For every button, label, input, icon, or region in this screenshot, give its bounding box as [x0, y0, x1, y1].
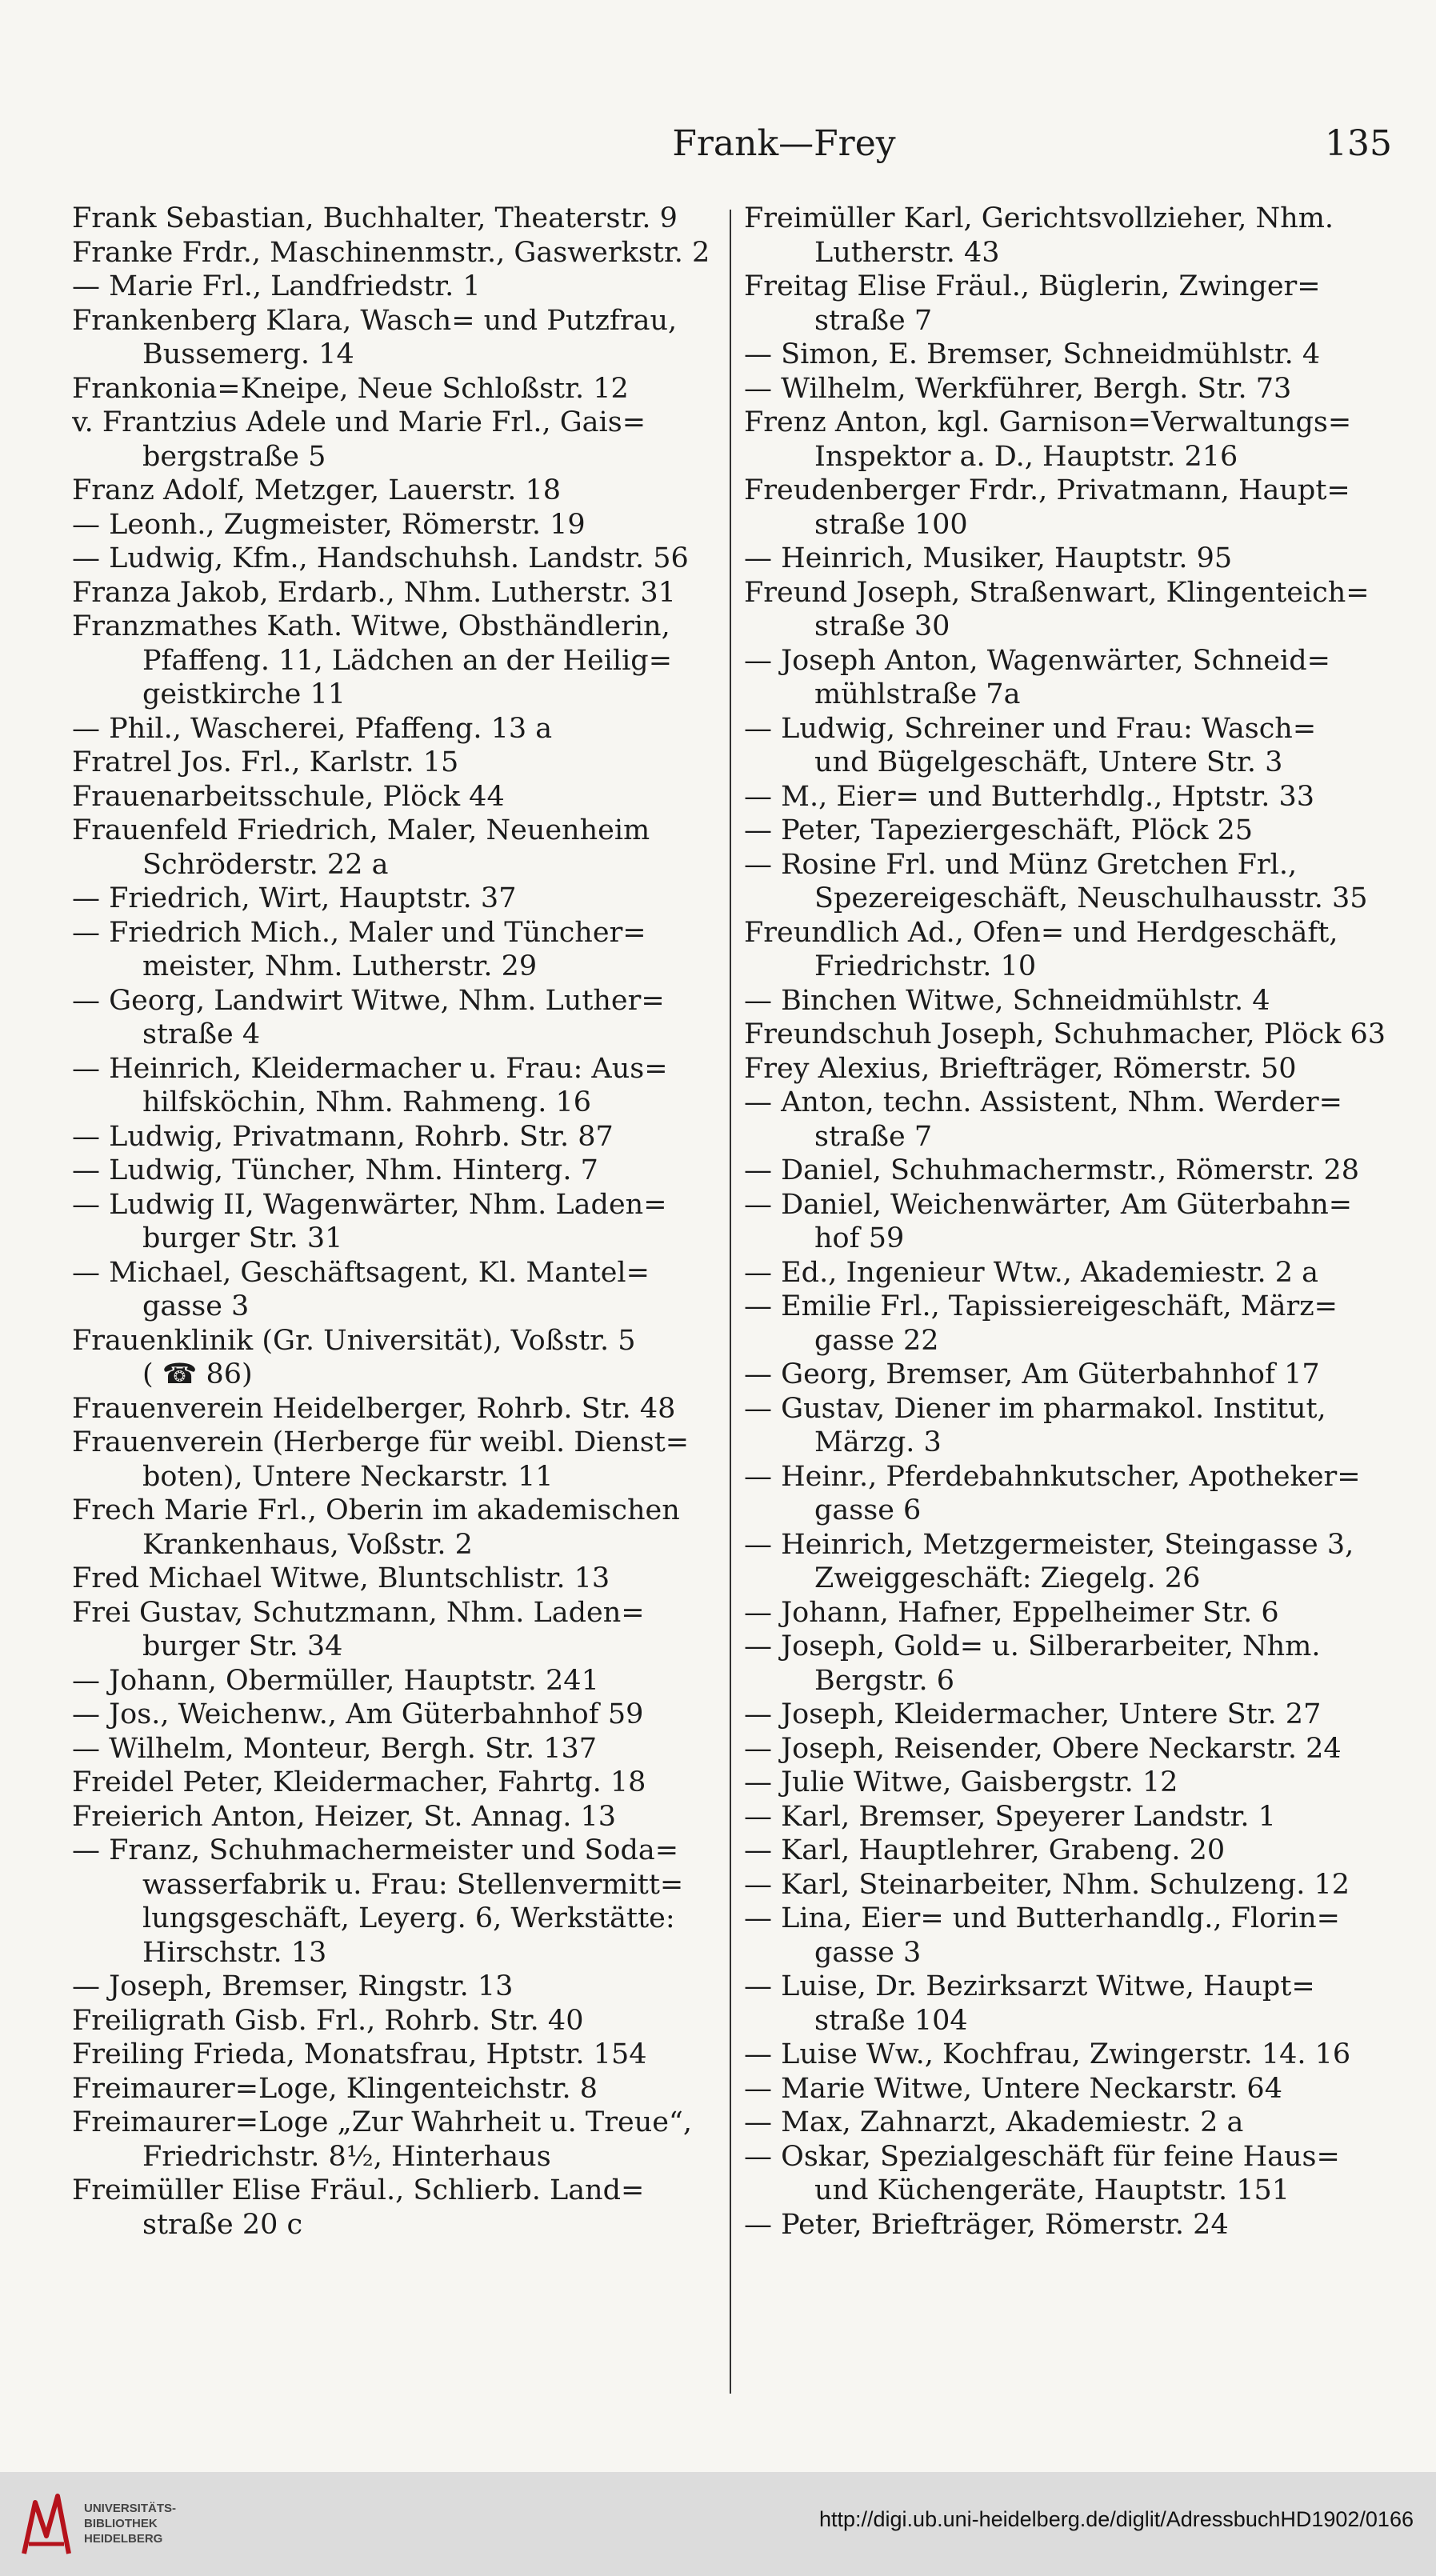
directory-entry-line: — Marie Witwe, Untere Neckarstr. 64 — [744, 2072, 1282, 2105]
directory-entry-line: v. Frantzius Adele und Marie Frl., Gais= — [72, 406, 646, 438]
directory-entry-line: straße 100 — [814, 508, 968, 541]
directory-entry-line: mühlstraße 7a — [814, 678, 1021, 710]
directory-entry-line: — Oskar, Spezialgeschäft für feine Haus= — [744, 2140, 1340, 2173]
directory-entry-line: — Peter, Tapeziergeschäft, Plöck 25 — [744, 814, 1254, 846]
directory-entry-line: — Marie Frl., Landfriedstr. 1 — [72, 270, 481, 302]
directory-entry-line: — Emilie Frl., Tapissiereigeschäft, März= — [744, 1290, 1338, 1322]
directory-entry-line: Freidel Peter, Kleidermacher, Fahrtg. 18 — [72, 1766, 646, 1798]
directory-entry-line: Freitag Elise Fräul., Büglerin, Zwinger= — [744, 270, 1321, 302]
directory-entry-line: Freierich Anton, Heizer, St. Annag. 13 — [72, 1800, 617, 1833]
directory-entry-line: — Ludwig, Tüncher, Nhm. Hinterg. 7 — [72, 1154, 598, 1186]
directory-entry-line: Inspektor a. D., Hauptstr. 216 — [814, 440, 1238, 473]
directory-entry-line: Frankenberg Klara, Wasch= und Putzfrau, — [72, 304, 678, 337]
left-column — [72, 202, 720, 2242]
directory-entry-line: — Heinrich, Musiker, Hauptstr. 95 — [744, 542, 1233, 574]
directory-entry-line: Fred Michael Witwe, Bluntschlistr. 13 — [72, 1562, 610, 1594]
directory-entry-line: — Georg, Landwirt Witwe, Nhm. Luther= — [72, 984, 665, 1017]
footer-bar — [0, 2472, 1436, 2576]
directory-entry-line: — M., Eier= und Butterhdlg., Hptstr. 33 — [744, 780, 1315, 813]
directory-entry-line: — Rosine Frl. und Münz Gretchen Frl., — [744, 848, 1298, 881]
directory-entry-line: — Joseph, Gold= u. Silberarbeiter, Nhm. — [744, 1630, 1321, 1662]
directory-entry-line: Frauenklinik (Gr. Universität), Voßstr. 5 — [72, 1324, 636, 1357]
directory-entry-line: burger Str. 31 — [142, 1222, 343, 1254]
directory-entry-line: Spezereigeschäft, Neuschulhausstr. 35 — [814, 882, 1368, 914]
directory-entry-line: — Leonh., Zugmeister, Römerstr. 19 — [72, 508, 586, 541]
directory-entry-line: — Karl, Bremser, Speyerer Landstr. 1 — [744, 1800, 1276, 1833]
directory-entry-line: — Ludwig II, Wagenwärter, Nhm. Laden= — [72, 1188, 667, 1221]
source-url-link[interactable]: http://digi.ub.uni-heidelberg.de/diglit/AdressbuchHD1902/0166 — [818, 2507, 1414, 2531]
directory-entry-line: Schröderstr. 22 a — [142, 848, 389, 881]
directory-entry-line: hilfsköchin, Nhm. Rahmeng. 16 — [142, 1086, 592, 1118]
directory-entry-line: — Anton, techn. Assistent, Nhm. Werder= — [744, 1086, 1342, 1118]
library-name-line: HEIDELBERG — [84, 2532, 163, 2546]
right-column — [744, 202, 1392, 2242]
directory-entry-line: Frauenarbeitsschule, Plöck 44 — [72, 780, 505, 813]
directory-entry-line: Pfaffeng. 11, Lädchen an der Heilig= — [142, 644, 673, 677]
directory-entry-line: gasse 3 — [142, 1290, 250, 1322]
directory-entry-line: — Franz, Schuhmachermeister und Soda= — [72, 1834, 679, 1866]
directory-entry-line: Krankenhaus, Voßstr. 2 — [142, 1528, 473, 1561]
directory-entry-line: — Wilhelm, Monteur, Bergh. Str. 137 — [72, 1732, 598, 1765]
page-number: 135 — [1325, 123, 1392, 164]
directory-entry-line: Frankonia=Kneipe, Neue Schloßstr. 12 — [72, 372, 629, 405]
directory-entry-line: — Peter, Briefträger, Römerstr. 24 — [744, 2208, 1229, 2241]
directory-entry-line: — Heinrich, Kleidermacher u. Frau: Aus= — [72, 1052, 668, 1085]
directory-entry-line: Freundschuh Joseph, Schuhmacher, Plöck 63 — [744, 1018, 1386, 1050]
directory-entry-line: — Johann, Hafner, Eppelheimer Str. 6 — [744, 1596, 1279, 1629]
directory-entry-line: geistkirche 11 — [142, 678, 346, 710]
directory-entry-line: Freund Joseph, Straßenwart, Klingenteich= — [744, 576, 1370, 609]
directory-entry-line: Friedrichstr. 8½, Hinterhaus — [142, 2140, 551, 2173]
directory-entry-line: — Ludwig, Kfm., Handschuhsh. Landstr. 56 — [72, 542, 689, 574]
directory-entry-line: Freudenberger Frdr., Privatmann, Haupt= — [744, 474, 1350, 506]
directory-entry-line: Freiligrath Gisb. Frl., Rohrb. Str. 40 — [72, 2004, 584, 2037]
directory-entry-line: meister, Nhm. Lutherstr. 29 — [142, 950, 538, 982]
directory-entry-line: — Heinr., Pferdebahnkutscher, Apotheker= — [744, 1460, 1361, 1493]
directory-entry-line: — Julie Witwe, Gaisbergstr. 12 — [744, 1766, 1178, 1798]
directory-entry-line: — Luise, Dr. Bezirksarzt Witwe, Haupt= — [744, 1970, 1315, 2002]
directory-entry-line: Freimüller Elise Fräul., Schlierb. Land= — [72, 2174, 645, 2206]
directory-entry-line: Franz Adolf, Metzger, Lauerstr. 18 — [72, 474, 561, 506]
directory-entry-line: Franke Frdr., Maschinenmstr., Gaswerkstr. 2 — [72, 236, 710, 269]
directory-entry-line: Frei Gustav, Schutzmann, Nhm. Laden= — [72, 1596, 645, 1629]
directory-entry-line: straße 4 — [142, 1018, 261, 1050]
directory-entry-line: burger Str. 34 — [142, 1630, 343, 1662]
directory-entry-line: Frauenfeld Friedrich, Maler, Neuenheim — [72, 814, 650, 846]
directory-entry-line: — Phil., Wascherei, Pfaffeng. 13 a — [72, 712, 553, 745]
directory-entry-line: gasse 22 — [814, 1324, 939, 1357]
directory-entry-line: Märzg. 3 — [814, 1426, 942, 1458]
directory-entry-line: und Küchengeräte, Hauptstr. 151 — [814, 2174, 1290, 2206]
directory-entry-line: Bussemerg. 14 — [142, 338, 354, 370]
library-name-line: UNIVERSITÄTS- — [84, 2502, 177, 2515]
directory-entry-line: — Michael, Geschäftsagent, Kl. Mantel= — [72, 1256, 650, 1289]
page-title: Frank—Frey — [672, 123, 896, 164]
directory-entry-line: — Max, Zahnarzt, Akademiestr. 2 a — [744, 2106, 1244, 2138]
directory-entry-line: gasse 6 — [814, 1494, 922, 1526]
directory-entry-line: straße 104 — [814, 2004, 968, 2037]
directory-entry-line: — Daniel, Schuhmachermstr., Römerstr. 28 — [744, 1154, 1360, 1186]
column-divider — [730, 210, 731, 2394]
directory-entry-line: — Heinrich, Metzgermeister, Steingasse 3, — [744, 1528, 1354, 1561]
directory-entry-line: straße 20 c — [142, 2208, 303, 2241]
directory-entry-line: — Gustav, Diener im pharmakol. Institut, — [744, 1392, 1326, 1425]
directory-entry-line: — Wilhelm, Werkführer, Bergh. Str. 73 — [744, 372, 1292, 405]
directory-entry-line: hof 59 — [814, 1222, 905, 1254]
directory-entry-line: — Ed., Ingenieur Wtw., Akademiestr. 2 a — [744, 1256, 1318, 1289]
directory-entry-line: — Simon, E. Bremser, Schneidmühlstr. 4 — [744, 338, 1321, 370]
directory-entry-line: — Luise Ww., Kochfrau, Zwingerstr. 14. 16 — [744, 2038, 1351, 2070]
directory-entry-line: boten), Untere Neckarstr. 11 — [142, 1460, 554, 1493]
directory-entry-line: — Johann, Obermüller, Hauptstr. 241 — [72, 1664, 599, 1697]
directory-entry-line: — Friedrich, Wirt, Hauptstr. 37 — [72, 882, 517, 914]
directory-entry-line: — Daniel, Weichenwärter, Am Güterbahn= — [744, 1188, 1353, 1221]
directory-entry-line: — Binchen Witwe, Schneidmühlstr. 4 — [744, 984, 1270, 1017]
directory-entry-line: — Joseph, Bremser, Ringstr. 13 — [72, 1970, 514, 2002]
directory-entry-line: Zweiggeschäft: Ziegelg. 26 — [814, 1562, 1201, 1594]
directory-entry-line: — Joseph Anton, Wagenwärter, Schneid= — [744, 644, 1330, 677]
directory-entry-line: Fratrel Jos. Frl., Karlstr. 15 — [72, 746, 459, 778]
directory-entry-line: Frech Marie Frl., Oberin im akademischen — [72, 1494, 680, 1526]
directory-entry-line: — Joseph, Kleidermacher, Untere Str. 27 — [744, 1698, 1322, 1730]
directory-entry-line: — Ludwig, Privatmann, Rohrb. Str. 87 — [72, 1120, 614, 1153]
directory-entry-line: straße 30 — [814, 610, 950, 642]
directory-entry-line: Franza Jakob, Erdarb., Nhm. Lutherstr. 31 — [72, 576, 676, 609]
directory-entry-line: Hirschstr. 13 — [142, 1936, 327, 1969]
library-name — [84, 2501, 176, 2546]
directory-entry-line: — Karl, Hauptlehrer, Grabeng. 20 — [744, 1834, 1226, 1866]
directory-entry-line: wasserfabrik u. Frau: Stellenvermitt= — [142, 1868, 684, 1901]
directory-entry-line: — Ludwig, Schreiner und Frau: Wasch= — [744, 712, 1317, 745]
directory-entry-line: straße 7 — [814, 1120, 933, 1153]
directory-entry-line: — Karl, Steinarbeiter, Nhm. Schulzeng. 12 — [744, 1868, 1350, 1901]
directory-entry-line: — Friedrich Mich., Maler und Tüncher= — [72, 916, 646, 949]
directory-entry-line: Freimaurer=Loge, Klingenteichstr. 8 — [72, 2072, 598, 2105]
directory-entry-line: gasse 3 — [814, 1936, 922, 1969]
directory-entry-line: Freimüller Karl, Gerichtsvollzieher, Nhm. — [744, 202, 1334, 234]
directory-entry-line: — Georg, Bremser, Am Güterbahnhof 17 — [744, 1358, 1320, 1390]
directory-entry-line: Frauenverein (Herberge für weibl. Dienst= — [72, 1426, 690, 1458]
directory-entry-line: lungsgeschäft, Leyerg. 6, Werkstätte: — [142, 1902, 675, 1934]
directory-entry-line: — Joseph, Reisender, Obere Neckarstr. 24 — [744, 1732, 1342, 1765]
directory-entry-line: Frey Alexius, Briefträger, Römerstr. 50 — [744, 1052, 1297, 1085]
directory-entry-line: bergstraße 5 — [142, 440, 326, 473]
directory-entry-line: Franzmathes Kath. Witwe, Obsthändlerin, — [72, 610, 670, 642]
directory-entry-line: Lutherstr. 43 — [814, 236, 1000, 269]
directory-entry-line: und Bügelgeschäft, Untere Str. 3 — [814, 746, 1283, 778]
directory-entry-line: — Lina, Eier= und Butterhandlg., Florin= — [744, 1902, 1340, 1934]
directory-entry-line: straße 7 — [814, 304, 933, 337]
directory-entry-line: Friedrichstr. 10 — [814, 950, 1037, 982]
library-name-line: BIBLIOTHEK — [84, 2517, 158, 2530]
directory-entry-line: Freiling Frieda, Monatsfrau, Hptstr. 154 — [72, 2038, 647, 2070]
directory-entry-line: ( ☎ 86) — [142, 1358, 253, 1390]
directory-entry-line: Frenz Anton, kgl. Garnison=Verwaltungs= — [744, 406, 1352, 438]
directory-entry-line: Bergstr. 6 — [814, 1664, 954, 1697]
directory-entry-line: Freundlich Ad., Ofen= und Herdgeschäft, — [744, 916, 1338, 949]
directory-entry-line: Frank Sebastian, Buchhalter, Theaterstr. 9 — [72, 202, 678, 234]
directory-entry-line: Freimaurer=Loge „Zur Wahrheit u. Treue“, — [72, 2106, 692, 2138]
directory-entry-line: — Jos., Weichenw., Am Güterbahnhof 59 — [72, 1698, 644, 1730]
university-library-logo-icon — [18, 2488, 75, 2560]
directory-entry-line: Frauenverein Heidelberger, Rohrb. Str. 48 — [72, 1392, 676, 1425]
